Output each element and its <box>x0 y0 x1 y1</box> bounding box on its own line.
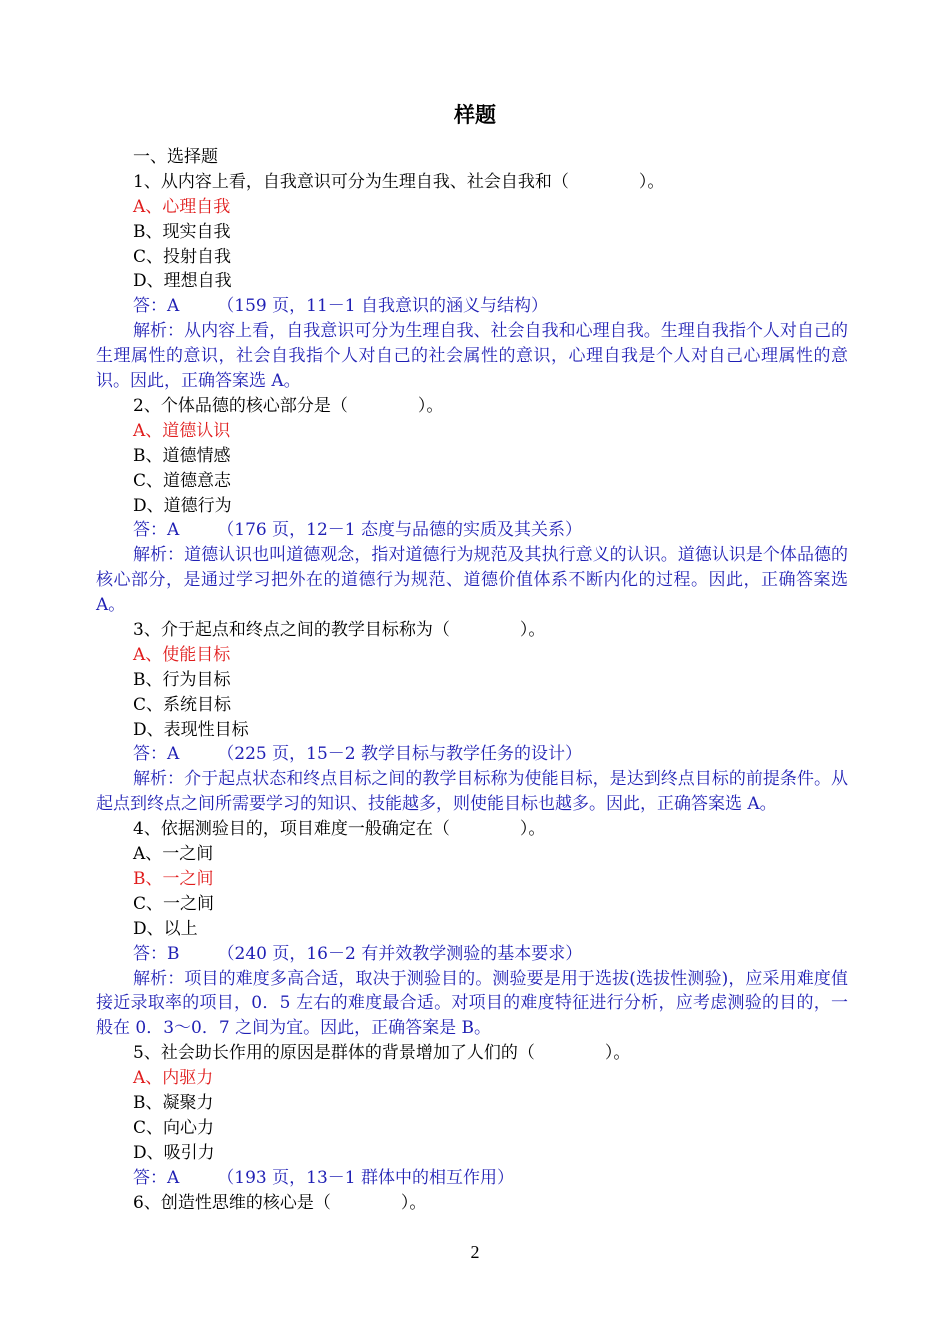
option: D、道德行为 <box>133 495 232 516</box>
option: C、道德意志 <box>133 470 232 491</box>
answer-line: 答：A （159 页，11－1 自我意识的涵义与结构） <box>133 296 548 317</box>
option-correct: A、心理自我 <box>133 196 231 217</box>
option-correct: A、使能目标 <box>133 644 231 665</box>
answer-line: 答：A （225 页，15－2 教学目标与教学任务的设计） <box>133 744 582 765</box>
option-correct: A、道德认识 <box>133 420 231 441</box>
option: A、一之间 <box>133 844 214 865</box>
question-stem: 3、介于起点和终点之间的教学目标称为（ ）。 <box>133 620 546 641</box>
page-number: 2 <box>470 1242 480 1262</box>
question-stem: 2、个体品德的核心部分是（ ）。 <box>133 395 444 416</box>
option: C、系统目标 <box>133 694 232 715</box>
question-stem: 5、社会助长作用的原因是群体的背景增加了人们的（ ）。 <box>133 1043 631 1064</box>
option: B、凝聚力 <box>133 1093 214 1114</box>
option: C、一之间 <box>133 893 215 914</box>
option-correct: A、内驱力 <box>133 1068 214 1089</box>
question-stem: 4、依据测验目的，项目难度一般确定在（ ）。 <box>133 819 546 840</box>
option: B、道德情感 <box>133 445 231 466</box>
option: C、投射自我 <box>133 246 232 267</box>
answer-line: 答：B （240 页，16－2 有并效教学测验的基本要求） <box>133 943 583 964</box>
option-correct: B、一之间 <box>133 868 214 889</box>
option: C、向心力 <box>133 1117 215 1138</box>
document-body <box>96 145 848 1215</box>
page-title: 样题 <box>454 103 496 127</box>
option: D、理想自我 <box>133 271 232 292</box>
question-stem: 1、从内容上看，自我意识可分为生理自我、社会自我和（ ）。 <box>133 171 665 192</box>
answer-line: 答：A （193 页，13－1 群体中的相互作用） <box>133 1167 514 1188</box>
option: D、以上 <box>133 918 198 939</box>
option: D、吸引力 <box>133 1142 215 1163</box>
analysis-paragraph: 解析：从内容上看，自我意识可分为生理自我、社会自我和心理自我。生理自我指个人对自己的生理属性的意识，社会自我指个人对自己的社会属性的意识，心理自我是个人对自己心理属性的意识。因此，正确答案选 A。 <box>96 321 848 392</box>
analysis-paragraph: 解析：道德认识也叫道德观念，指对道德行为规范及其执行意义的认识。道德认识是个体品德的核心部分，是通过学习把外在的道德行为规范、道德价值体系不断内化的过程。因此，正确答案选 A。 <box>96 545 848 616</box>
option: D、表现性目标 <box>133 719 249 740</box>
question-stem: 6、创造性思维的核心是（ ）。 <box>133 1192 427 1213</box>
section-heading: 一、选择题 <box>133 147 218 167</box>
analysis-paragraph: 解析：项目的难度多高合适，取决于测验目的。测验要是用于选拔(选拔性测验)，应采用难度值接近录取率的项目，0．5 左右的难度最合适。对项目的难度特征进行分析，应考虑测验的目的，一般在 0．3～0．7 之间为宜。因此，正确答案是 B。 <box>96 968 848 1039</box>
answer-line: 答：A （176 页，12－1 态度与品德的实质及其关系） <box>133 520 582 541</box>
analysis-paragraph: 解析：介于起点状态和终点目标之间的教学目标称为使能目标，是达到终点目标的前提条件。从起点到终点之间所需要学习的知识、技能越多，则使能目标也越多。因此，正确答案选 A。 <box>96 769 848 815</box>
option: B、现实自我 <box>133 221 231 242</box>
option: B、行为目标 <box>133 669 231 690</box>
